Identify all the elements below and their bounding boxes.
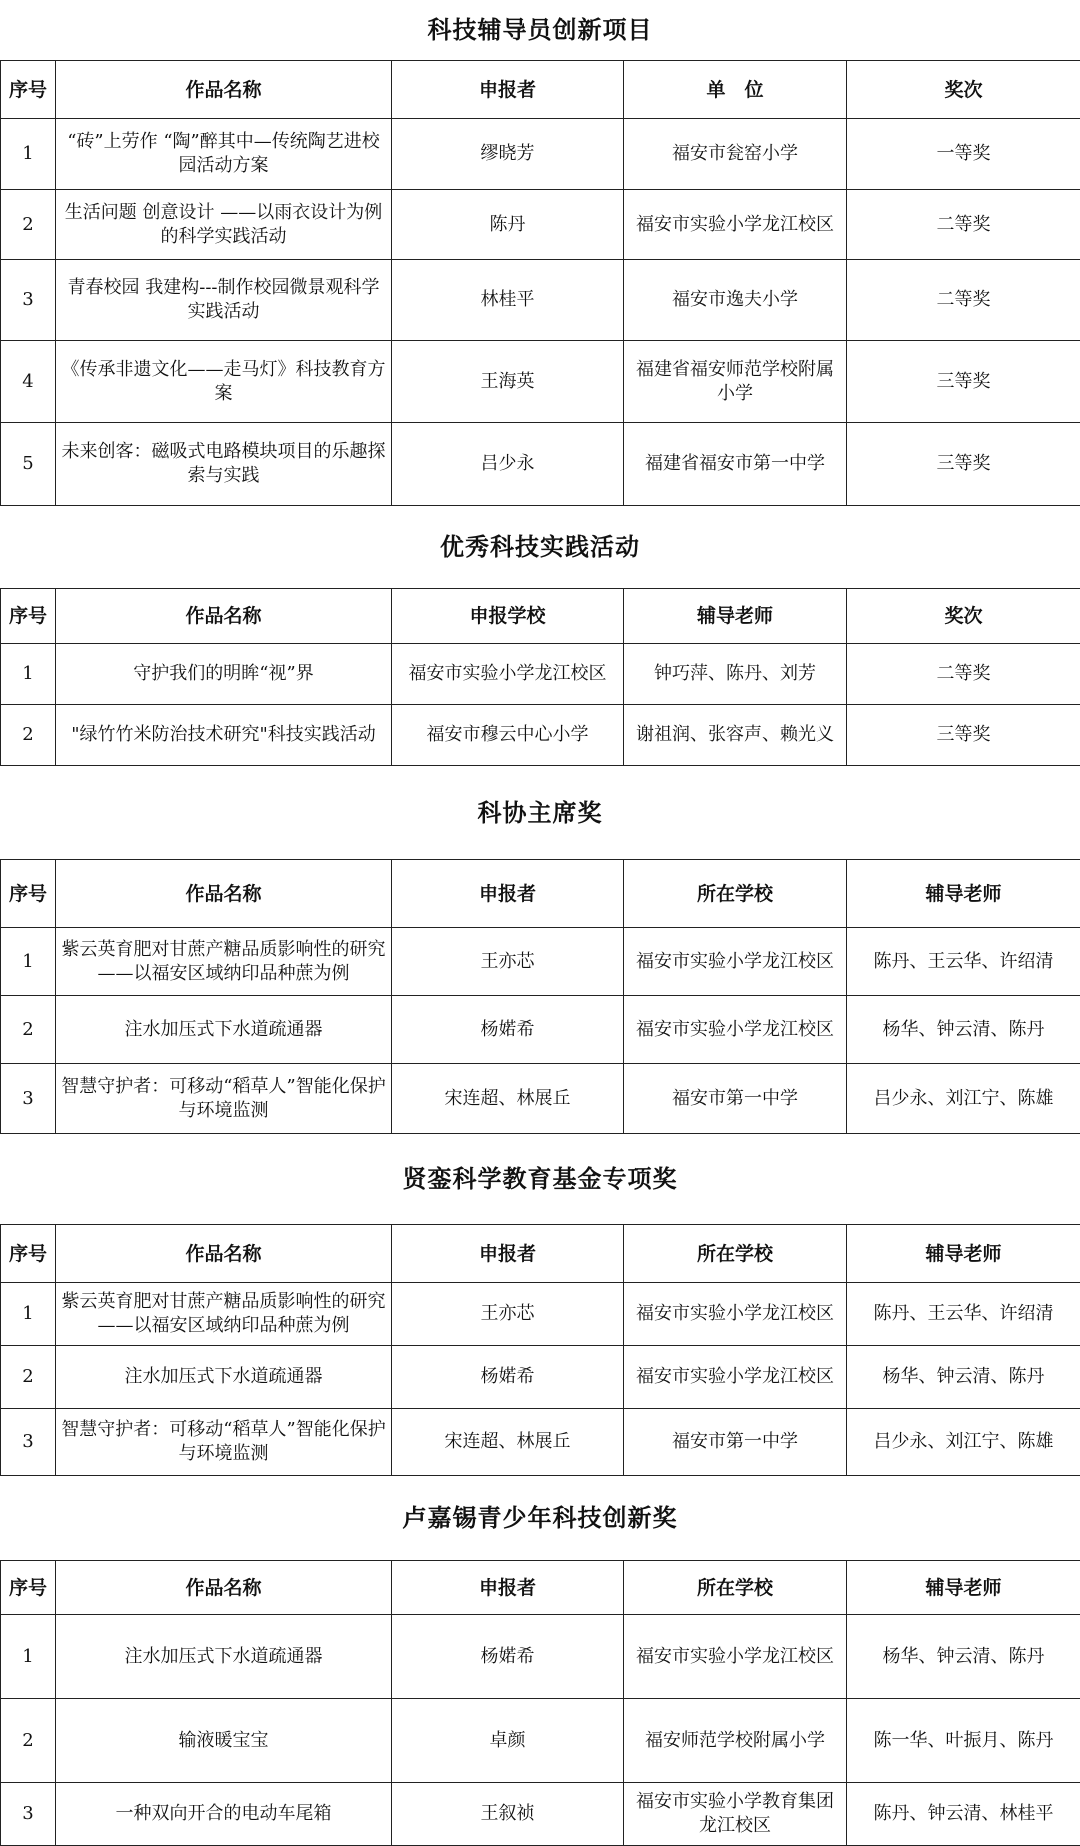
header-cell: 辅导老师 — [624, 589, 847, 644]
cell-school: 福安市实验小学龙江校区 — [624, 1283, 847, 1346]
header-cell: 辅导老师 — [847, 1561, 1080, 1615]
table-row — [1, 190, 1080, 260]
cell-index: 5 — [1, 423, 56, 506]
header-cell: 辅导老师 — [847, 860, 1080, 928]
cell-applicant: 王亦芯 — [392, 1283, 624, 1346]
cell-index: 2 — [1, 1346, 56, 1409]
cell-teachers: 陈丹、王云华、许绍清 — [847, 1283, 1080, 1346]
cell-school: 福安师范学校附属小学 — [624, 1699, 847, 1783]
table-lu-jiaxi-award — [0, 1560, 1080, 1846]
header-cell: 序号 — [1, 589, 56, 644]
cell-work-name: 紫云英育肥对甘蔗产糖品质影响性的研究——以福安区域纳印品种蔗为例 — [56, 1283, 392, 1346]
table-header-row — [1, 1225, 1080, 1283]
cell-index: 3 — [1, 260, 56, 341]
table-tech-counselor — [0, 60, 1080, 506]
cell-applicant: 王海英 — [392, 341, 624, 423]
cell-work-name: 注水加压式下水道疏通器 — [56, 1615, 392, 1699]
header-cell: 所在学校 — [624, 1225, 847, 1283]
cell-unit: 福安市实验小学龙江校区 — [624, 190, 847, 260]
header-cell: 作品名称 — [56, 61, 392, 119]
header-cell: 序号 — [1, 860, 56, 928]
table-header-row — [1, 1561, 1080, 1615]
cell-index: 3 — [1, 1409, 56, 1476]
cell-applicant: 吕少永 — [392, 423, 624, 506]
cell-school: 福安市实验小学龙江校区 — [392, 644, 624, 705]
header-cell: 申报学校 — [392, 589, 624, 644]
cell-school: 福安市第一中学 — [624, 1409, 847, 1476]
cell-work-name: 一种双向开合的电动车尾箱 — [56, 1783, 392, 1846]
cell-school: 福安市穆云中心小学 — [392, 705, 624, 766]
cell-applicant: 杨婼希 — [392, 996, 624, 1064]
header-cell: 所在学校 — [624, 860, 847, 928]
cell-index: 1 — [1, 1283, 56, 1346]
cell-unit: 福建省福安师范学校附属小学 — [624, 341, 847, 423]
cell-work-name: 智慧守护者：可移动“稻草人”智能化保护与环境监测 — [56, 1409, 392, 1476]
cell-work-name: “砖”上劳作 “陶”醉其中—传统陶艺进校园活动方案 — [56, 119, 392, 190]
cell-work-name: 注水加压式下水道疏通器 — [56, 996, 392, 1064]
section-title-xianluan-fund: 贤銮科学教育基金专项奖 — [0, 1134, 1080, 1224]
header-cell: 奖次 — [847, 589, 1080, 644]
cell-applicant: 杨婼希 — [392, 1615, 624, 1699]
table-row — [1, 1783, 1080, 1846]
table-xianluan-fund — [0, 1224, 1080, 1476]
table-row — [1, 341, 1080, 423]
cell-work-name: 紫云英育肥对甘蔗产糖品质影响性的研究——以福安区域纳印品种蔗为例 — [56, 928, 392, 996]
table-row — [1, 1409, 1080, 1476]
header-cell: 作品名称 — [56, 589, 392, 644]
table-row — [1, 119, 1080, 190]
table-row — [1, 644, 1080, 705]
cell-unit: 福安市瓮窑小学 — [624, 119, 847, 190]
cell-teachers: 杨华、钟云清、陈丹 — [847, 1615, 1080, 1699]
cell-work-name: 生活问题 创意设计 ——以雨衣设计为例的科学实践活动 — [56, 190, 392, 260]
cell-work-name: 输液暖宝宝 — [56, 1699, 392, 1783]
cell-teachers: 吕少永、刘江宁、陈雄 — [847, 1064, 1080, 1134]
cell-award: 一等奖 — [847, 119, 1080, 190]
cell-index: 2 — [1, 705, 56, 766]
section-title-chairman-award: 科协主席奖 — [0, 766, 1080, 859]
header-cell: 申报者 — [392, 1225, 624, 1283]
cell-teachers: 吕少永、刘江宁、陈雄 — [847, 1409, 1080, 1476]
header-cell: 作品名称 — [56, 860, 392, 928]
cell-award: 二等奖 — [847, 644, 1080, 705]
table-row — [1, 705, 1080, 766]
table-chairman-award — [0, 859, 1080, 1134]
table-row — [1, 260, 1080, 341]
table-row — [1, 1699, 1080, 1783]
cell-school: 福安市实验小学龙江校区 — [624, 1346, 847, 1409]
cell-applicant: 王叙祯 — [392, 1783, 624, 1846]
cell-teachers: 陈丹、王云华、许绍清 — [847, 928, 1080, 996]
header-cell: 序号 — [1, 61, 56, 119]
section-title-practice-activity: 优秀科技实践活动 — [0, 506, 1080, 588]
cell-teachers: 杨华、钟云清、陈丹 — [847, 996, 1080, 1064]
section-title-tech-counselor: 科技辅导员创新项目 — [0, 0, 1080, 60]
cell-award: 三等奖 — [847, 423, 1080, 506]
header-cell: 辅导老师 — [847, 1225, 1080, 1283]
cell-school: 福安市实验小学龙江校区 — [624, 996, 847, 1064]
table-row — [1, 928, 1080, 996]
cell-index: 1 — [1, 1615, 56, 1699]
cell-award: 二等奖 — [847, 190, 1080, 260]
cell-index: 1 — [1, 644, 56, 705]
cell-teachers: 陈丹、钟云清、林桂平 — [847, 1783, 1080, 1846]
header-cell: 所在学校 — [624, 1561, 847, 1615]
cell-school: 福安市实验小学龙江校区 — [624, 1615, 847, 1699]
cell-applicant: 缪晓芳 — [392, 119, 624, 190]
header-cell: 申报者 — [392, 1561, 624, 1615]
header-cell: 单 位 — [624, 61, 847, 119]
cell-school: 福安市实验小学教育集团龙江校区 — [624, 1783, 847, 1846]
table-row — [1, 423, 1080, 506]
cell-applicant: 杨婼希 — [392, 1346, 624, 1409]
cell-teachers: 谢祖润、张容声、赖光义 — [624, 705, 847, 766]
cell-work-name: 守护我们的明眸“视”界 — [56, 644, 392, 705]
table-header-row — [1, 589, 1080, 644]
cell-work-name: 注水加压式下水道疏通器 — [56, 1346, 392, 1409]
header-cell: 序号 — [1, 1561, 56, 1615]
cell-teachers: 钟巧萍、陈丹、刘芳 — [624, 644, 847, 705]
cell-work-name: 《传承非遗文化——走马灯》科技教育方案 — [56, 341, 392, 423]
cell-work-name: 青春校园 我建构---制作校园微景观科学实践活动 — [56, 260, 392, 341]
cell-index: 1 — [1, 119, 56, 190]
cell-applicant: 陈丹 — [392, 190, 624, 260]
cell-index: 4 — [1, 341, 56, 423]
cell-index: 2 — [1, 996, 56, 1064]
cell-applicant: 王亦芯 — [392, 928, 624, 996]
cell-index: 3 — [1, 1064, 56, 1134]
table-practice-activity — [0, 588, 1080, 766]
table-row — [1, 1283, 1080, 1346]
table-row — [1, 1346, 1080, 1409]
table-header-row — [1, 61, 1080, 119]
cell-index: 3 — [1, 1783, 56, 1846]
cell-award: 二等奖 — [847, 260, 1080, 341]
cell-school: 福安市第一中学 — [624, 1064, 847, 1134]
cell-award: 三等奖 — [847, 705, 1080, 766]
cell-applicant: 宋连超、林展丘 — [392, 1064, 624, 1134]
cell-unit: 福安市逸夫小学 — [624, 260, 847, 341]
cell-work-name: 未来创客：磁吸式电路模块项目的乐趣探索与实践 — [56, 423, 392, 506]
table-header-row — [1, 860, 1080, 928]
cell-unit: 福建省福安市第一中学 — [624, 423, 847, 506]
table-row — [1, 1064, 1080, 1134]
header-cell: 申报者 — [392, 860, 624, 928]
cell-school: 福安市实验小学龙江校区 — [624, 928, 847, 996]
cell-applicant: 卓颜 — [392, 1699, 624, 1783]
cell-teachers: 陈一华、叶振月、陈丹 — [847, 1699, 1080, 1783]
header-cell: 申报者 — [392, 61, 624, 119]
header-cell: 作品名称 — [56, 1561, 392, 1615]
header-cell: 序号 — [1, 1225, 56, 1283]
table-row — [1, 1615, 1080, 1699]
header-cell: 奖次 — [847, 61, 1080, 119]
cell-applicant: 林桂平 — [392, 260, 624, 341]
cell-teachers: 杨华、钟云清、陈丹 — [847, 1346, 1080, 1409]
cell-award: 三等奖 — [847, 341, 1080, 423]
cell-index: 2 — [1, 190, 56, 260]
cell-work-name: 智慧守护者：可移动“稻草人”智能化保护与环境监测 — [56, 1064, 392, 1134]
section-title-lu-jiaxi-award: 卢嘉锡青少年科技创新奖 — [0, 1476, 1080, 1560]
cell-index: 2 — [1, 1699, 56, 1783]
cell-work-name: "绿竹竹米防治技术研究"科技实践活动 — [56, 705, 392, 766]
table-row — [1, 996, 1080, 1064]
cell-index: 1 — [1, 928, 56, 996]
cell-applicant: 宋连超、林展丘 — [392, 1409, 624, 1476]
header-cell: 作品名称 — [56, 1225, 392, 1283]
